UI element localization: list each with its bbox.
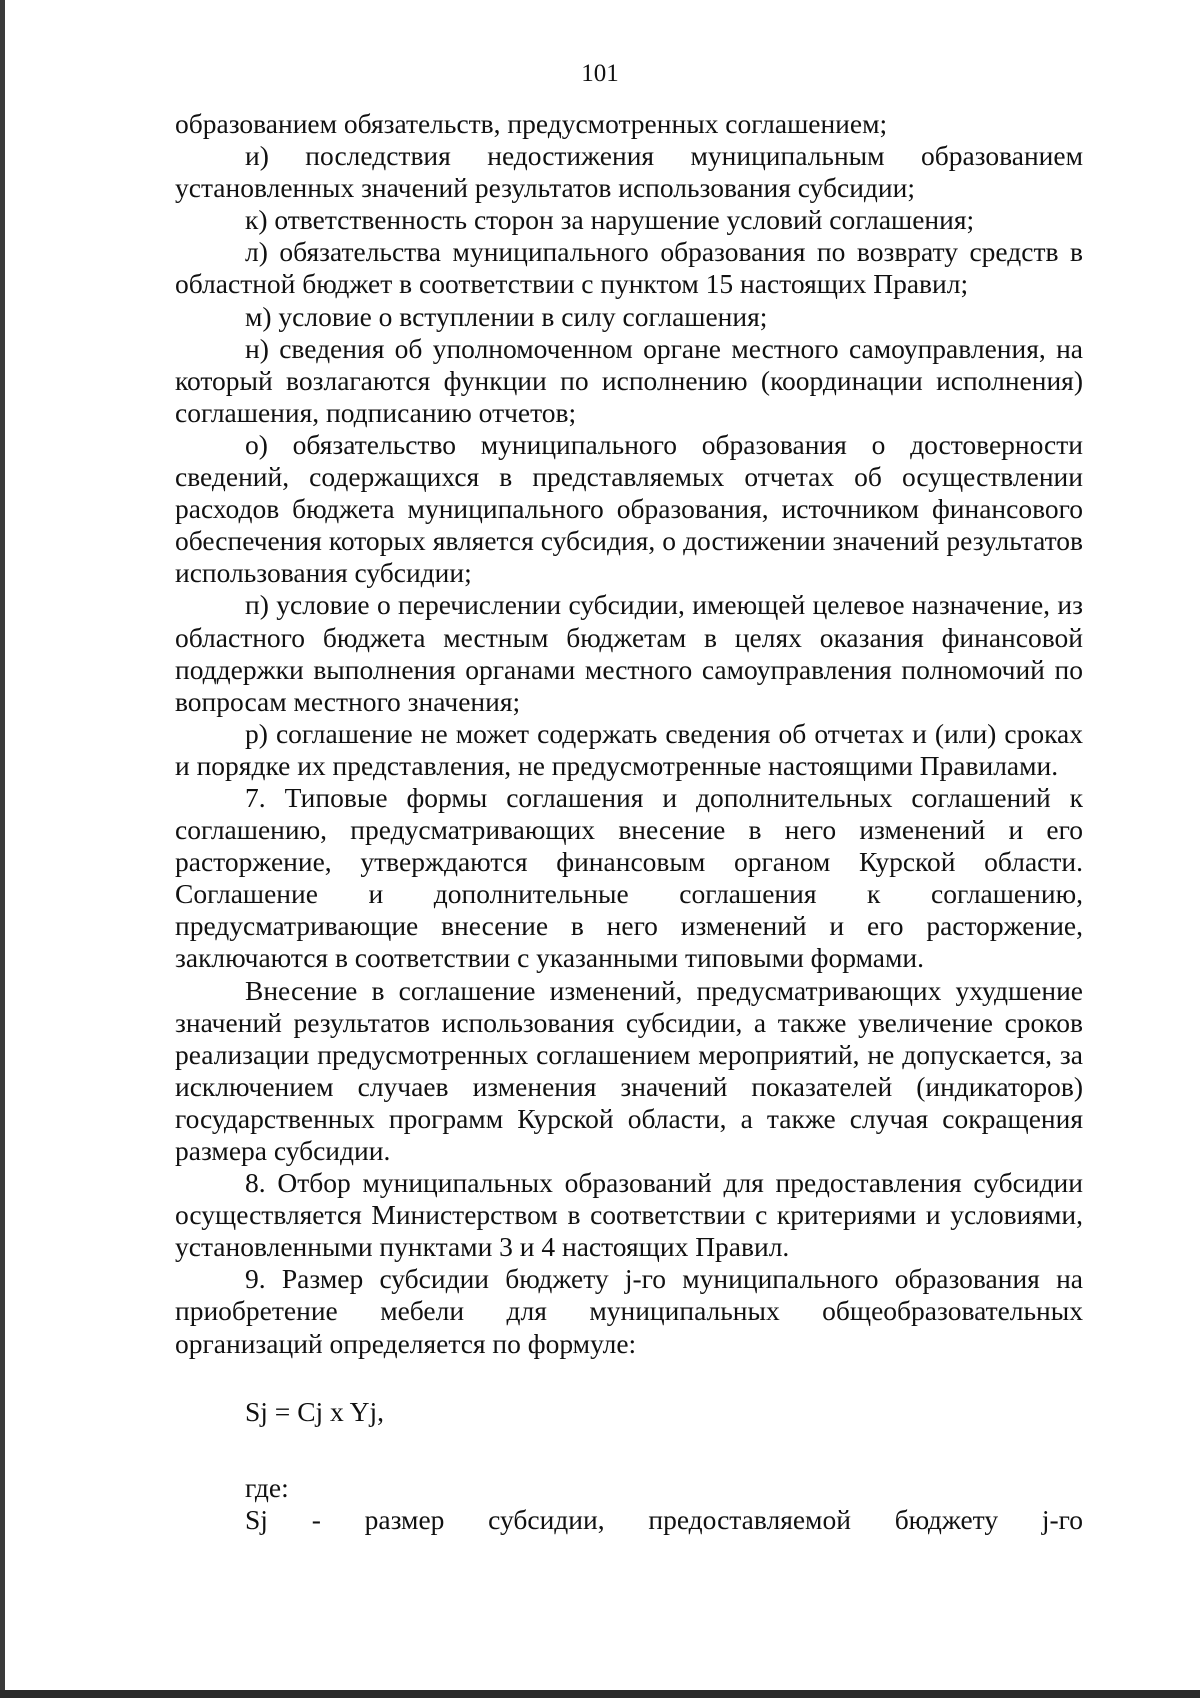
paragraph: 9. Размер субсидии бюджету j-го муниципального образования на приобретение мебели для муниципальных общеобразовательных организаций определяется по формуле: xyxy=(175,1263,1083,1359)
definition-word: субсидии, xyxy=(488,1503,605,1535)
definition-word: бюджету xyxy=(894,1503,999,1535)
where-label: где: xyxy=(245,1471,289,1503)
paragraph: образованием обязательств, предусмотренных соглашением; xyxy=(175,108,888,139)
definition-dash: - xyxy=(311,1503,321,1535)
formula: Sj = Cj x Yj, xyxy=(245,1395,385,1427)
definition-word: размер xyxy=(364,1503,445,1535)
paragraph: р) соглашение не может содержать сведения об отчетах и (или) сроках и порядке их представления, не предусмотренные настоящими Правилами. xyxy=(175,717,1083,781)
scan-edge-left xyxy=(0,0,5,1698)
definition-word: предоставляемой xyxy=(648,1503,851,1535)
paragraph: м) условие о вступлении в силу соглашения; xyxy=(245,300,768,332)
paragraph: л) обязательства муниципального образования по возврату средств в областной бюджет в соответствии с пунктом 15 настоящих Правил; xyxy=(175,236,1083,300)
paragraph: п) условие о перечислении субсидии, имеющей целевое назначение, из областного бюджета местным бюджетам в целях оказания финансовой поддержки выполнения органами местного самоуправления полномочий по вопросам местного значения; xyxy=(175,589,1083,717)
scan-edge-bottom xyxy=(0,1690,1200,1698)
paragraph: 8. Отбор муниципальных образований для предоставления субсидии осуществляется Министерством в соответствии с критериями и условиями, установленными пунктами 3 и 4 настоящих Правил. xyxy=(175,1167,1083,1263)
paragraph: к) ответственность сторон за нарушение условий соглашения; xyxy=(245,204,975,236)
paragraph: о) обязательство муниципального образования о достоверности сведений, содержащихся в представляемых отчетах об осуществлении расходов бюджета муниципального образования, источником финансового обеспечения которых является субсидия, о достижении значений результатов использования субсидии; xyxy=(175,428,1083,589)
definition-word: j-го xyxy=(1041,1503,1083,1535)
definition-row xyxy=(245,1504,1083,1536)
paragraph: 7. Типовые формы соглашения и дополнительных соглашений к соглашению, предусматривающих внесение в него изменений и его расторжение, утверждаются финансовым органом Курской области. Соглашение и дополнительные соглашения к соглашению, предусматривающие внесение в него изменений и его расторжение, заключаются в соответствии с указанными типовыми формами. xyxy=(175,781,1083,974)
paragraph: Внесение в соглашение изменений, предусматривающих ухудшение значений результатов использования субсидии, а также увеличение сроков реализации предусмотренных соглашением мероприятий, не допускается, за исключением случаев изменения значений показателей (индикаторов) государственных программ Курской области, а также случая сокращения размера субсидии. xyxy=(175,974,1083,1166)
paragraph: н) сведения об уполномоченном органе местного самоуправления, на который возлагаются функции по исполнению (координации исполнения) соглашения, подписанию отчетов; xyxy=(175,332,1083,428)
document-body xyxy=(175,108,1083,1536)
definition-symbol: Sj xyxy=(245,1503,268,1535)
page-number: 101 xyxy=(581,60,619,87)
paragraph: и) последствия недостижения муниципальным образованием установленных значений результатов использования субсидии; xyxy=(175,140,1083,204)
